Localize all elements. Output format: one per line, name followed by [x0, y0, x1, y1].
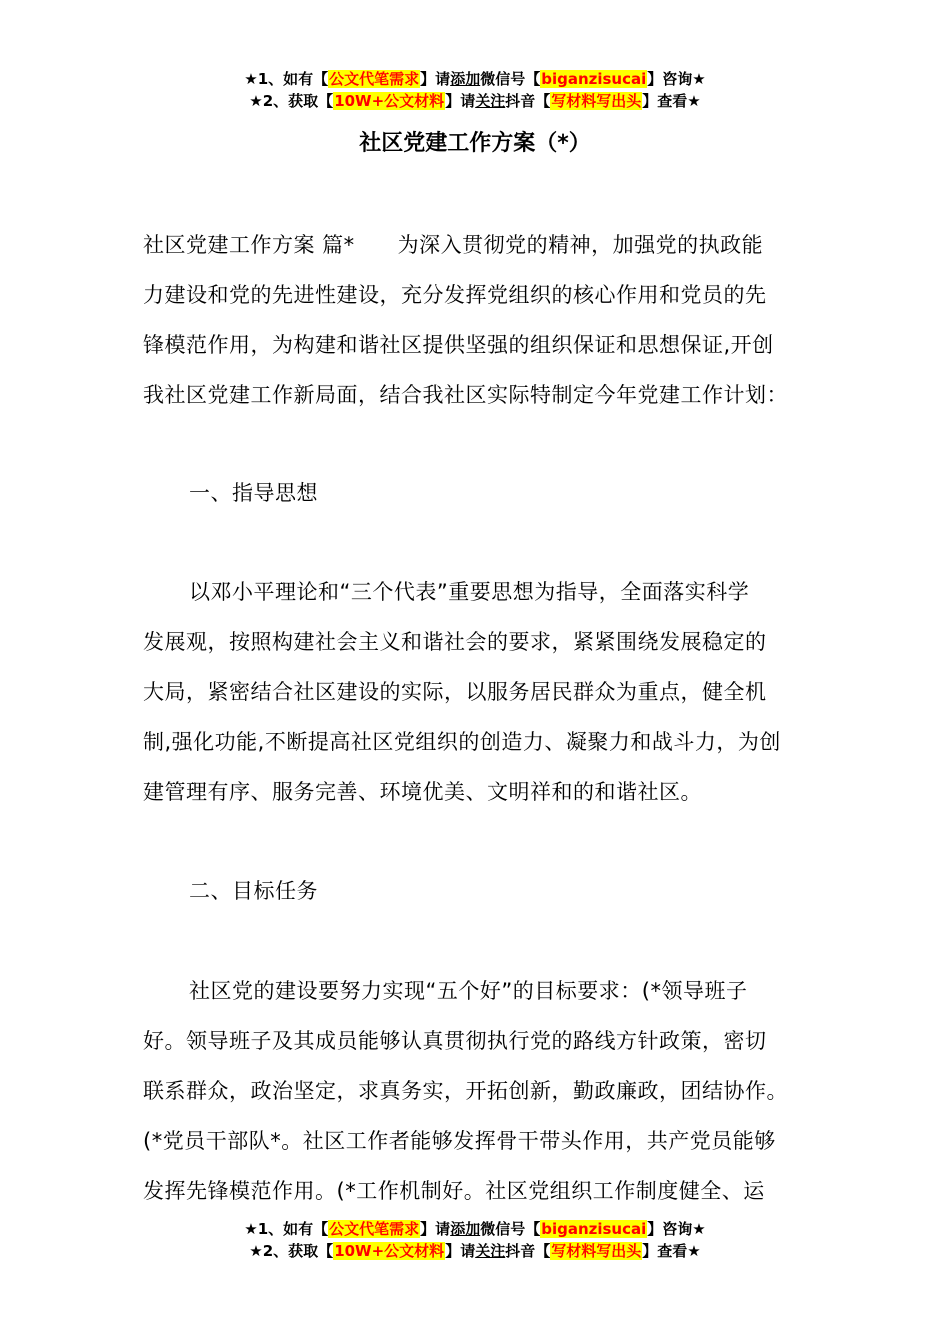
heading-text: 二、目标任务 [189, 879, 318, 903]
banner-text: 】咨询★ [647, 70, 706, 88]
banner-highlight: 10W+公文材料 [334, 1242, 445, 1260]
paragraph-line: 大局，紧密结合社区建设的实际，以服务居民群众为重点，健全机 [143, 680, 767, 704]
banner-text: 】请 [420, 70, 451, 88]
banner-highlight: 公文代笔需求 [329, 70, 420, 88]
bottom-banner [0, 1218, 950, 1262]
banner-line-2 [0, 90, 950, 112]
paragraph-line: 好。领导班子及其成员能够认真贯彻执行党的路线方针政策，密切 [143, 1029, 767, 1053]
banner-underlined-text: 添加 [450, 70, 481, 88]
banner-line-1 [0, 68, 950, 90]
banner-highlight: 写材料写出头 [551, 1242, 642, 1260]
banner-underlined-text: 关注 [475, 1242, 506, 1260]
banner-text: 】请 [420, 1220, 451, 1238]
banner-underlined-text: 添加 [450, 1220, 481, 1238]
banner-highlight: 公文代笔需求 [329, 1220, 420, 1238]
paragraph-line: 发挥先锋模范作用。(*工作机制好。社区党组织工作制度健全、运 [143, 1179, 765, 1203]
guiding-paragraph [143, 567, 818, 817]
paragraph-line: 以邓小平理论和“三个代表”重要思想为指导，全面落实科学 [189, 580, 750, 604]
intro-paragraph [143, 220, 818, 420]
banner-text: 抖音【 [505, 1242, 551, 1260]
banner-highlight: 写材料写出头 [551, 92, 642, 110]
paragraph-line: 我社区党建工作新局面，结合我社区实际特制定今年党建工作计划： [143, 383, 788, 407]
heading-text: 一、指导思想 [189, 481, 318, 505]
banner-line-1 [0, 1218, 950, 1240]
paragraph-line: 建管理有序、服务完善、环境优美、文明祥和的和谐社区。 [143, 780, 702, 804]
paragraph-line: (*党员干部队*。社区工作者能够发挥骨干带头作用，共产党员能够 [143, 1129, 776, 1153]
banner-text: 微信号【 [480, 70, 541, 88]
banner-text: ★1、如有【 [244, 1220, 329, 1238]
banner-text: ★1、如有【 [244, 70, 329, 88]
banner-text: 】查看★ [642, 92, 701, 110]
paragraph-line: 社区党的建设要努力实现“五个好”的目标要求：(*领导班子 [189, 979, 748, 1003]
top-banner [0, 68, 950, 112]
banner-text: 】请 [445, 92, 476, 110]
banner-underlined-text: 关注 [475, 92, 506, 110]
banner-text: ★2、获取【 [249, 92, 334, 110]
paragraph-line: 社区党建工作方案 篇* 为深入贯彻党的精神，加强党的执政能 [143, 233, 764, 257]
banner-highlight: 10W+公文材料 [334, 92, 445, 110]
paragraph-line: 联系群众，政治坚定，求真务实，开拓创新，勤政廉政，团结协作。 [143, 1079, 788, 1103]
goals-paragraph [143, 966, 818, 1216]
banner-text: 】咨询★ [647, 1220, 706, 1238]
banner-line-2 [0, 1240, 950, 1262]
paragraph-line: 力建设和党的先进性建设，充分发挥党组织的核心作用和党员的先 [143, 283, 767, 307]
paragraph-line: 锋模范作用，为构建和谐社区提供坚强的组织保证和思想保证,开创 [143, 333, 774, 357]
banner-text: 抖音【 [505, 92, 551, 110]
banner-text: 微信号【 [480, 1220, 541, 1238]
section-heading-goals [143, 866, 818, 916]
banner-text: 】查看★ [642, 1242, 701, 1260]
document-title: 社区党建工作方案（*） [359, 131, 591, 156]
section-heading-guiding [143, 468, 818, 518]
banner-highlight: biganzisucai [541, 70, 647, 88]
banner-text: 】请 [445, 1242, 476, 1260]
paragraph-line: 发展观，按照构建社会主义和谐社会的要求，紧紧围绕发展稳定的 [143, 630, 767, 654]
banner-text: ★2、获取【 [249, 1242, 334, 1260]
paragraph-line: 制,强化功能,不断提高社区党组织的创造力、凝聚力和战斗力，为创 [143, 730, 781, 754]
banner-highlight: biganzisucai [541, 1220, 647, 1238]
